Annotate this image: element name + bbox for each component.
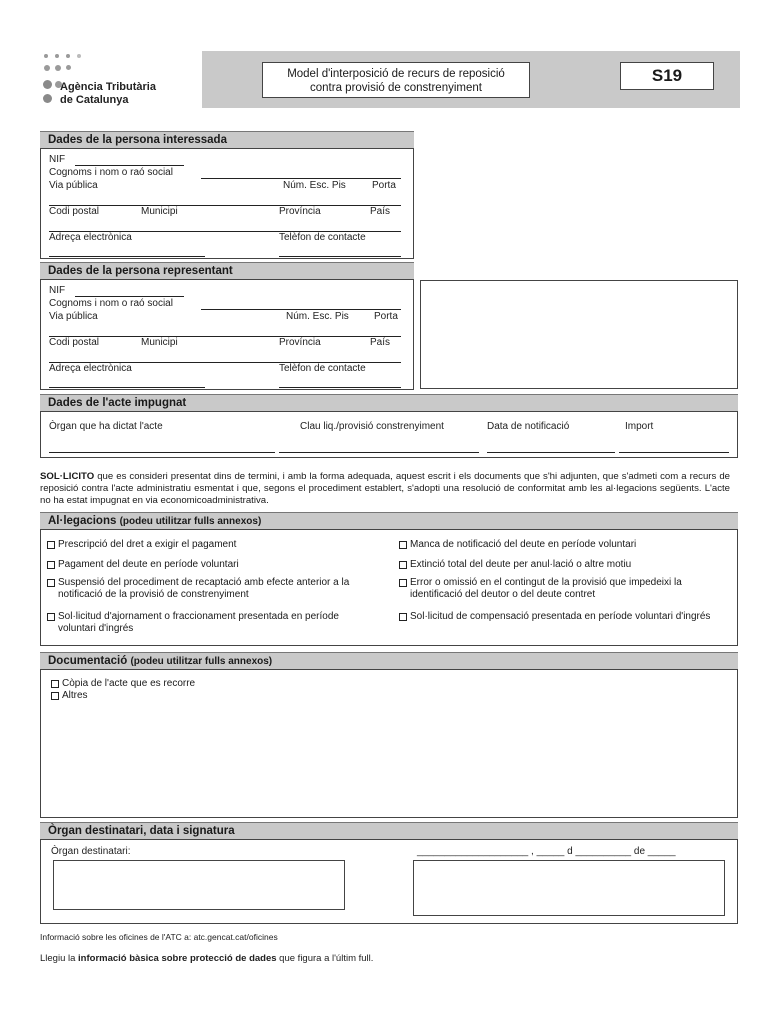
allegacio-option[interactable] bbox=[399, 539, 729, 551]
checkbox[interactable] bbox=[399, 561, 407, 569]
solicito-lead: SOL·LICITO bbox=[40, 471, 95, 482]
checkbox[interactable] bbox=[51, 680, 59, 688]
name-field[interactable] bbox=[201, 309, 401, 310]
agency-name-line1: Agència Tributària bbox=[60, 81, 156, 93]
checkbox[interactable] bbox=[399, 541, 407, 549]
allegacio-option[interactable] bbox=[47, 559, 367, 571]
municipi-label: Municipi bbox=[141, 206, 178, 217]
section-representant-heading: Dades de la persona representant bbox=[40, 262, 414, 279]
documentacio-note: (podeu utilitzar fulls annexos) bbox=[130, 656, 273, 667]
documentacio-option[interactable] bbox=[51, 690, 88, 702]
section-documentacio[interactable] bbox=[40, 669, 738, 818]
solicito-paragraph bbox=[40, 471, 730, 507]
name-label: Cognoms i nom o raó social bbox=[49, 167, 173, 178]
documentacio-option-label: Altres bbox=[62, 690, 88, 701]
form-title bbox=[262, 62, 530, 98]
allegacio-option-label: Prescripció del dret a exigir el pagament bbox=[58, 539, 237, 550]
phone-field[interactable] bbox=[279, 387, 401, 388]
solicito-text: que es consideri presentat dins de termini, i amb la forma adequada, aquest escrit i els documents que s'hi adjunten, que s'admeti com a recurs de reposició contra l'acte administratiu esmentat i que, segons el procediment establert, s'adopti una resolució de conformitat amb les al·legacions següents. L'acte no ha estat impugnat en via economicoadministrativa. bbox=[40, 471, 730, 506]
data-notificacio-label: Data de notificació bbox=[487, 421, 570, 432]
phone-field[interactable] bbox=[279, 256, 401, 257]
codi-label: Codi postal bbox=[49, 206, 100, 217]
section-organ-heading: Òrgan destinatari, data i signatura bbox=[40, 822, 738, 839]
offices-info: Informació sobre les oficines de l'ATC a: atc.gencat.cat/oficines bbox=[40, 932, 278, 942]
organ-acte-label: Òrgan que ha dictat l'acte bbox=[49, 421, 163, 432]
via-field[interactable] bbox=[49, 336, 401, 337]
allegacio-option-label: Sol·licitud d'ajornament o fraccionament presentada en període voluntari d'ingrés bbox=[58, 611, 339, 634]
checkbox[interactable] bbox=[51, 692, 59, 700]
via-label: Via pública bbox=[49, 180, 98, 191]
name-label: Cognoms i nom o raó social bbox=[49, 298, 173, 309]
nif-label: NIF bbox=[49, 285, 66, 296]
privacy-pre: Llegiu la bbox=[40, 953, 79, 964]
via-label: Via pública bbox=[49, 311, 98, 322]
clau-field[interactable] bbox=[279, 452, 479, 453]
codi-label: Codi postal bbox=[49, 337, 100, 348]
agency-name-line2: de Catalunya bbox=[60, 94, 129, 106]
email-field[interactable] bbox=[49, 387, 205, 388]
allegacio-option[interactable] bbox=[399, 559, 729, 571]
privacy-link[interactable]: informació bàsica sobre protecció de dades bbox=[78, 953, 277, 964]
pais-label: País bbox=[370, 206, 391, 217]
name-field[interactable] bbox=[201, 178, 401, 179]
nif-label: NIF bbox=[49, 154, 66, 165]
clau-label: Clau liq./provisió constrenyiment bbox=[300, 421, 444, 432]
allegacions-title: Al·legacions bbox=[48, 515, 117, 527]
privacy-post: que figura a l'últim full. bbox=[276, 953, 374, 964]
data-notificacio-field[interactable] bbox=[487, 452, 615, 453]
form-title-line1: Model d'interposició de recurs de reposició bbox=[287, 68, 505, 80]
registration-stamp-box bbox=[420, 280, 738, 389]
checkbox[interactable] bbox=[47, 579, 55, 587]
section-allegacions-heading bbox=[40, 512, 738, 530]
pais-label: País bbox=[370, 337, 391, 348]
form-code: S19 bbox=[620, 62, 714, 90]
porta-label: Porta bbox=[374, 311, 398, 322]
porta-label: Porta bbox=[372, 180, 396, 191]
privacy-notice bbox=[40, 953, 373, 964]
allegacio-option-label: Suspensió del procediment de recaptació amb efecte anterior a la notificació de la provisió de constrenyiment bbox=[58, 577, 350, 600]
section-acte bbox=[40, 411, 738, 458]
phone-label: Telèfon de contacte bbox=[279, 363, 366, 374]
nif-field[interactable] bbox=[75, 165, 184, 166]
date-place-line[interactable]: ____________________ , _____ d __________ de _____ bbox=[417, 846, 676, 857]
allegacio-option[interactable] bbox=[399, 611, 729, 623]
checkbox[interactable] bbox=[47, 541, 55, 549]
section-interessada bbox=[40, 148, 414, 259]
organ-destinatari-field[interactable] bbox=[53, 860, 345, 910]
allegacio-option-label: Manca de notificació del deute en període voluntari bbox=[410, 539, 637, 550]
signature-field[interactable] bbox=[413, 860, 725, 916]
documentacio-option-label: Còpia de l'acte que es recorre bbox=[62, 678, 196, 689]
num-label: Núm. Esc. Pis bbox=[286, 311, 349, 322]
section-allegacions bbox=[40, 529, 738, 646]
checkbox[interactable] bbox=[47, 561, 55, 569]
allegacio-option[interactable] bbox=[47, 577, 367, 601]
checkbox[interactable] bbox=[47, 613, 55, 621]
email-label: Adreça electrònica bbox=[49, 363, 132, 374]
section-organ bbox=[40, 839, 738, 924]
allegacio-option-label: Error o omissió en el contingut de la provisió que impedeixi la identificació del deutor o del deute contret bbox=[410, 577, 682, 600]
allegacio-option-label: Pagament del deute en període voluntari bbox=[58, 559, 239, 570]
allegacions-note: (podeu utilitzar fulls annexos) bbox=[119, 516, 262, 527]
phone-label: Telèfon de contacte bbox=[279, 232, 366, 243]
email-field[interactable] bbox=[49, 256, 205, 257]
documentacio-title: Documentació bbox=[48, 655, 128, 667]
import-label: Import bbox=[625, 421, 654, 432]
section-documentacio-heading bbox=[40, 652, 738, 670]
checkbox[interactable] bbox=[399, 579, 407, 587]
allegacio-option[interactable] bbox=[47, 539, 367, 551]
nif-field[interactable] bbox=[75, 296, 184, 297]
allegacio-option[interactable] bbox=[47, 611, 357, 635]
section-acte-heading: Dades de l'acte impugnat bbox=[40, 394, 738, 411]
documentacio-option[interactable] bbox=[51, 678, 195, 690]
provincia-label: Província bbox=[279, 337, 321, 348]
allegacio-option-label: Sol·licitud de compensació presentada en període voluntari d'ingrés bbox=[410, 611, 711, 622]
provincia-label: Província bbox=[279, 206, 321, 217]
section-representant bbox=[40, 279, 414, 390]
agency-name bbox=[60, 81, 156, 107]
num-label: Núm. Esc. Pis bbox=[283, 180, 346, 191]
email-label: Adreça electrònica bbox=[49, 232, 132, 243]
checkbox[interactable] bbox=[399, 613, 407, 621]
section-interessada-heading: Dades de la persona interessada bbox=[40, 131, 414, 148]
organ-acte-field[interactable] bbox=[49, 452, 275, 453]
organ-destinatari-label: Òrgan destinatari: bbox=[51, 846, 131, 857]
via-field[interactable] bbox=[49, 205, 401, 206]
allegacio-option[interactable] bbox=[399, 577, 729, 601]
import-field[interactable] bbox=[619, 452, 729, 453]
form-title-line2: contra provisió de constrenyiment bbox=[310, 82, 482, 94]
allegacio-option-label: Extinció total del deute per anul·lació o altre motiu bbox=[410, 559, 632, 570]
municipi-label: Municipi bbox=[141, 337, 178, 348]
